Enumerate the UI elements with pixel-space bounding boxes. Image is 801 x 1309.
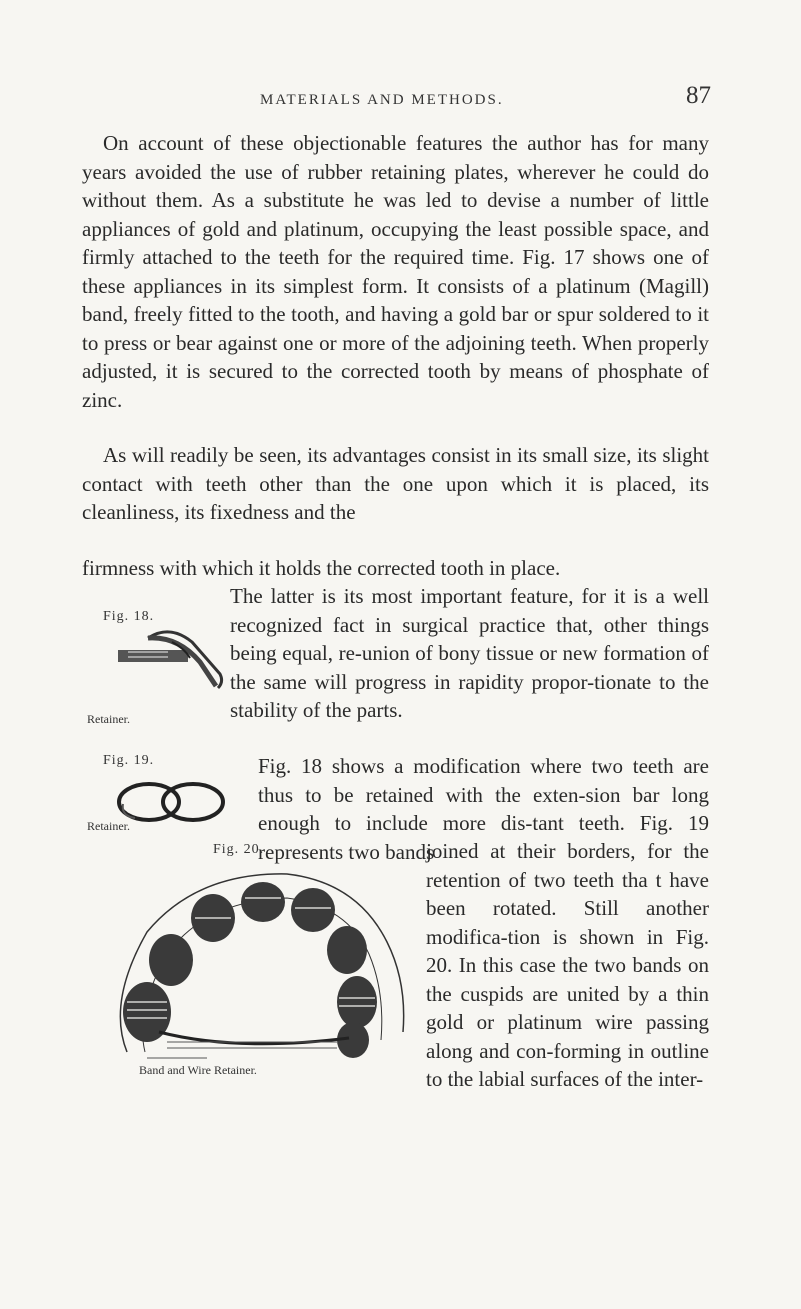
paragraph-2-wrapped: The latter is its most important feature, for it is a well recognized fact in surgical practice that, other things being equal, re-union of bony tissue or new formation of the same will progress in rapidity propor-tionate to the stability of the parts. [230,584,709,722]
paragraph-1: On account of these objectionable features the author has for many years avoided the use of rubber retaining plates, wherever he could do without them. As a substitute he was led to devise a number of little appliances of gold and platinum, occupying the least possible space, and firmly attached to the teeth for the required time. Fig. 17 shows one of these appliances in its simplest form. It consists of a platinum (Magill) band, freely fitted to the tooth, and having a gold bar or spur soldered to it to press or bear against one or more of the adjoining teeth. When properly adjusted, it is secured to the corrected tooth by means of phosphate of zinc. [82,131,709,412]
fig19-double-band-illustration [113,776,233,826]
fig20-label: Fig. 20. [213,842,265,857]
fig20-band-and-wire-illustration [87,862,417,1067]
page-header [0,82,801,116]
fig20-caption: Band and Wire Retainer. [139,1063,257,1077]
paragraph-3-wrapped: Fig. 18 shows a modification where two teeth are thus to be retained with the exten-sion bar long enough to include more dis-tant teeth. Fig. 19 represents two bands [258,754,709,864]
fig18-label: Fig. 18. [103,609,155,624]
fig18-caption: Retainer. [87,712,130,726]
fig18-retainer-illustration [108,628,228,700]
paragraph-2-full-width: As will readily be seen, its advantages consist in its small size, its slight contact with teeth other than the one upon which it is placed, its cleanliness, its fixedness and the [82,443,709,524]
running-head: MATERIALS AND METHODS. [260,92,504,108]
fig19-caption: Retainer. [87,819,130,833]
paragraph-2-line-5: firmness with which it holds the corrected tooth in place. [82,556,561,580]
fig19-label: Fig. 19. [103,753,155,768]
paragraph-3-narrow: joined at their borders, for the retention of two teeth tha t have been rotated. Still another modifica-tion is shown in Fig. 20. In this case the two bands on the cuspids are united by a thin gold or platinum wire passing along and con-forming in outline to the labial surfaces of the inter- [426,839,709,1091]
page-number: 87 [686,82,711,109]
